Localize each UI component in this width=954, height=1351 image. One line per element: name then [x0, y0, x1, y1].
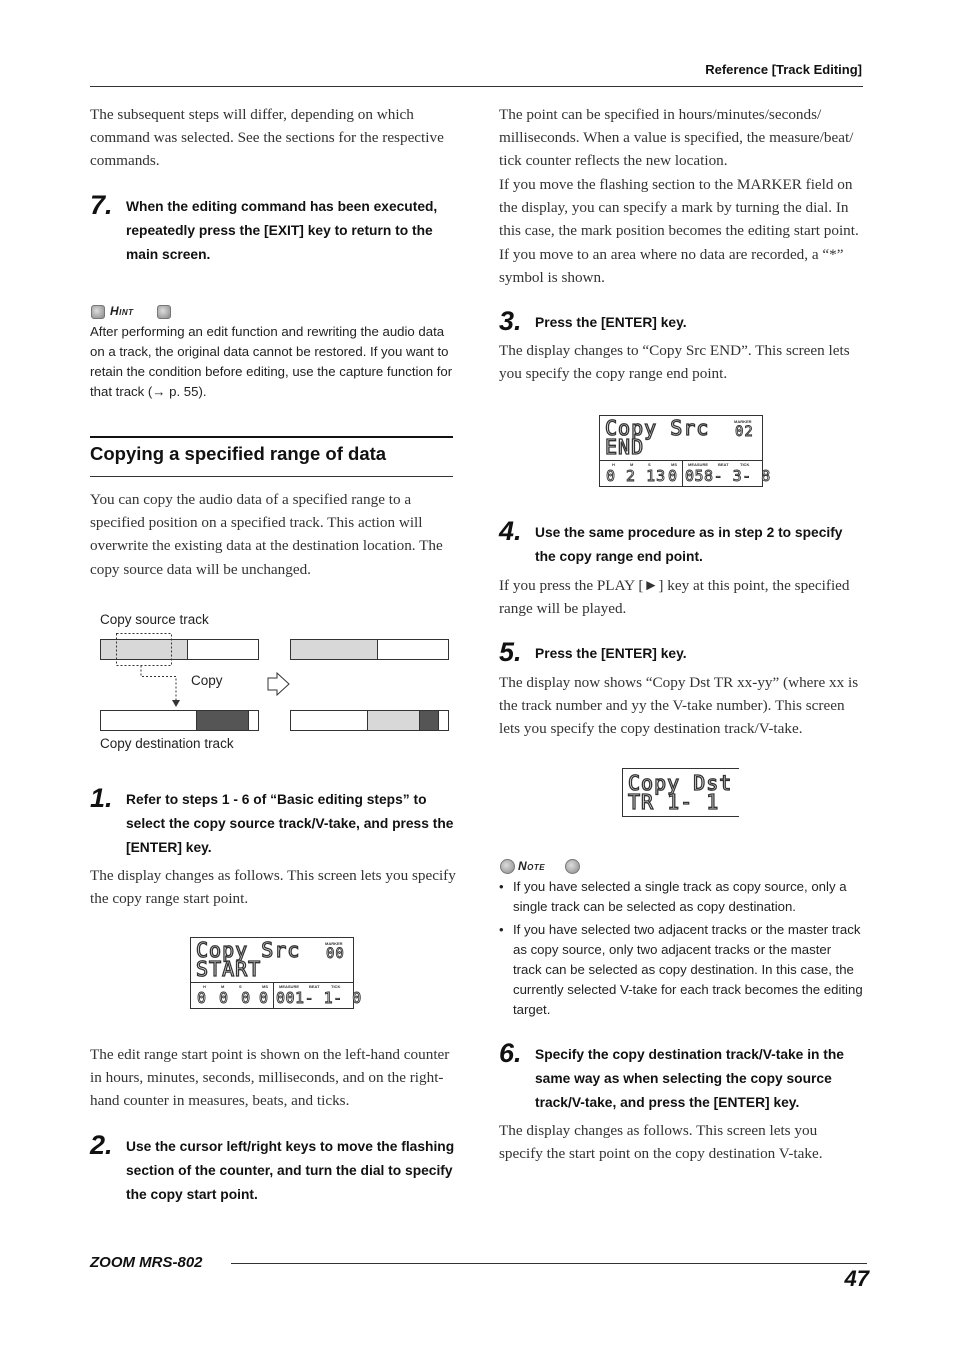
marker-label: MARKER [325, 941, 343, 946]
sec-label: S [239, 984, 242, 989]
running-header: Reference [Track Editing] [705, 62, 862, 77]
lcd-line-1: Copy Src [196, 938, 301, 962]
hint-title: Hint [110, 304, 134, 318]
lcd-ms-counter: 0 [259, 989, 271, 1007]
right-body-1: The point can be specified in hours/minutes/seconds/ milliseconds. When a value is specified, the measure/beat/ tick counter reflects the new location. [499, 106, 854, 170]
copy-source-label: Copy source track [100, 612, 209, 627]
page-number: 47 [844, 1266, 869, 1291]
hint-left-icon [91, 305, 105, 319]
lcd-copy-src-start [190, 937, 362, 1009]
tick-label: TICK [331, 984, 341, 989]
step-3-body: The display changes to “Copy Src END”. This screen lets you specify the copy range end point. [499, 342, 850, 383]
lcd-mbt-counter: 001- 1- 0 [276, 989, 362, 1007]
section-rule-bottom [90, 476, 453, 477]
beat-label: BEAT [718, 462, 729, 467]
hint-text: After performing an edit function and rewriting the audio data on a track, the original data cannot be restored. If you want to retain the condition before editing, use the capture function for that track (→ p. 55). [90, 324, 453, 399]
hour-label: H [612, 462, 615, 467]
note-title: Note [518, 859, 546, 873]
sec-label: S [648, 462, 651, 467]
section-title: Copying a specified range of data [90, 443, 387, 464]
lcd-line-1: Copy Src [605, 416, 710, 440]
copy-label: Copy [191, 673, 223, 688]
step-7-text: When the editing command has been executed, repeatedly press the [EXIT] key to return to the main screen. [126, 199, 438, 262]
tick-label: TICK [740, 462, 750, 467]
footer-product: ZOOM MRS-802 [90, 1254, 203, 1271]
right-body-2: If you move the flashing section to the MARKER field on the display, you can specify a mark by turning the dial. In this case, the mark position becomes the editing start point. If you move to an area where no data are recorded, a “*” symbol is shown. [499, 176, 859, 286]
step-7-number: 7. [90, 190, 113, 220]
intro-paragraph: The subsequent steps will differ, depending on which command was selected. See the sections for the respective commands. [90, 106, 444, 170]
step-4-number: 4. [499, 516, 522, 546]
marker-value: 00 [326, 946, 345, 962]
step-1-body: The display changes as follows. This screen lets you specify the copy range start point. [90, 867, 456, 908]
header-rule [90, 86, 863, 87]
section-intro: You can copy the audio data of a specified range to a specified position on a specified track. This action will overwrite the existing data at the destination location. The copy source data will be unchanged. [90, 491, 443, 578]
step-5-text: Press the [ENTER] key. [535, 646, 687, 661]
marker-label: MARKER [734, 419, 752, 424]
lcd-line-1: Copy Dst [628, 771, 733, 795]
step-5-number: 5. [499, 637, 522, 667]
lcd-time-counter: 0 2 13 [606, 467, 667, 485]
step-2-text: Use the cursor left/right keys to move the flashing section of the counter, and turn the dial to specify the copy start point. [126, 1139, 455, 1202]
note-right-icon [565, 859, 580, 874]
lcd-line-2: TR 1- 1 [628, 790, 720, 814]
lcd-copy-src-end [599, 415, 771, 487]
section-rule-top [90, 436, 453, 438]
step-1-text: Refer to steps 1 - 6 of “Basic editing steps” to select the copy source track/V-take, and press the [ENTER] key. [126, 792, 454, 855]
step-6-text: Specify the copy destination track/V-take in the same way as when selecting the copy source track/V-take, and press the [ENTER] key. [535, 1047, 844, 1110]
note-left-icon [500, 859, 515, 874]
step-4-body: If you press the PLAY [►] key at this point, the specified range will be played. [499, 577, 850, 618]
hour-label: H [203, 984, 206, 989]
note-item-2: • If you have selected two adjacent tracks or the master track as copy source, only two adjacent tracks or the master track can be selected as copy destination. In this case, the currently selected V-take for each track becomes the editing target. [499, 920, 863, 1020]
body-2: The edit range start point is shown on the left-hand counter in hours, minutes, seconds, milliseconds, and on the right-hand counter in measures, beats, and ticks. [90, 1046, 450, 1110]
marker-value: 02 [735, 424, 754, 440]
copy-diagram [96, 608, 456, 758]
lcd-line-2: END [605, 435, 645, 459]
lcd-time-counter: 0 0 0 [197, 989, 253, 1007]
lcd-line-2: START [196, 957, 262, 981]
footer-rule [231, 1263, 867, 1264]
ms-label: MS [262, 984, 268, 989]
lcd-ms-counter: 0 [668, 467, 680, 485]
hint-right-icon [157, 305, 171, 319]
measure-label: MEASURE [688, 462, 709, 467]
beat-label: BEAT [309, 984, 320, 989]
lcd-mbt-counter: 058- 3- 8 [685, 467, 771, 485]
measure-label: MEASURE [279, 984, 300, 989]
copy-destination-label: Copy destination track [100, 736, 234, 751]
ms-label: MS [671, 462, 677, 467]
min-label: M [221, 984, 225, 989]
step-4-text: Use the same procedure as in step 2 to specify the copy range end point. [535, 525, 843, 564]
step-3-number: 3. [499, 306, 522, 336]
lcd-copy-dst [622, 768, 739, 817]
note-list [499, 877, 863, 1020]
step-1-number: 1. [90, 783, 113, 813]
step-6-body: The display changes as follows. This screen lets you specify the start point on the copy destination V-take. [499, 1122, 823, 1163]
note-item-1: • If you have selected a single track as copy source, only a single track can be selected as copy destination. [499, 877, 863, 917]
step-6-number: 6. [499, 1038, 522, 1068]
min-label: M [630, 462, 634, 467]
step-3-text: Press the [ENTER] key. [535, 315, 687, 330]
step-5-body: The display now shows “Copy Dst TR xx-yy” (where xx is the track number and yy the V-take number). This screen lets you specify the copy destination track/V-take. [499, 674, 859, 738]
step-2-number: 2. [90, 1130, 113, 1160]
